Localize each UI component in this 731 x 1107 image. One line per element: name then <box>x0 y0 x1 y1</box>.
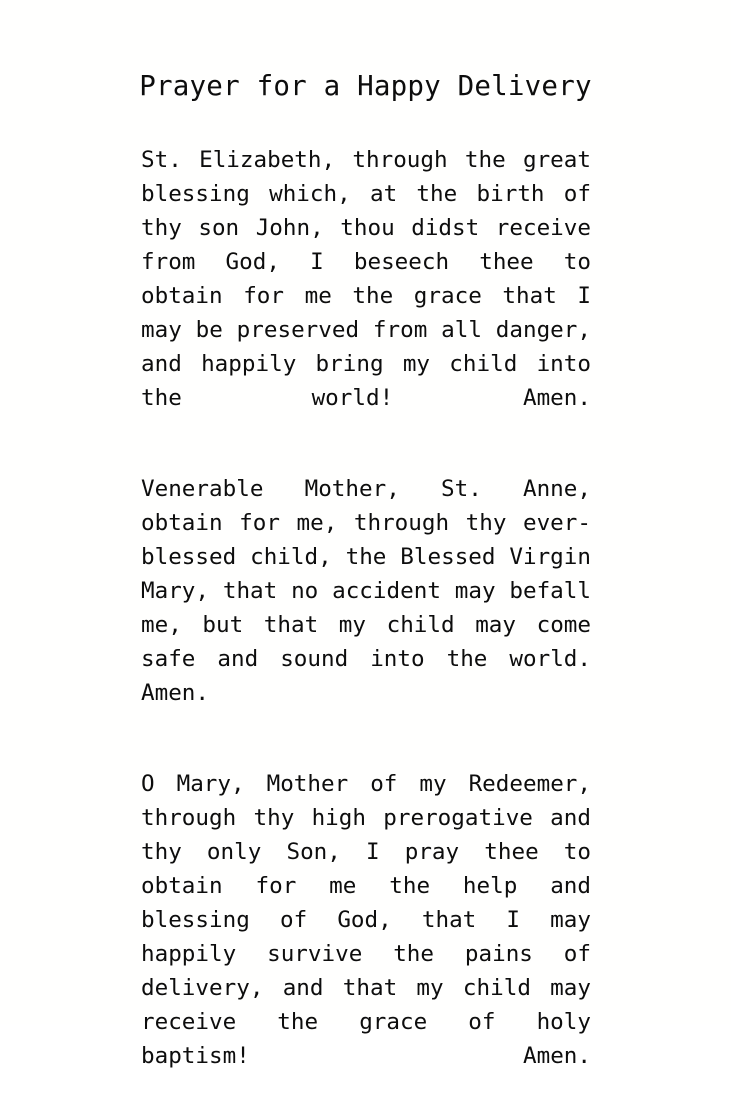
prayer-paragraph-o-mary: O Mary, Mother of my Redeemer, through thy high prerogative and thy only Son, I pray thee to obtain for me the help and blessing of God, that I may happily survive the pains of delivery, and that my child may receive the grace of holy baptism! Amen. <box>141 771 591 1069</box>
prayer-paragraph-st-elizabeth: St. Elizabeth, through the great blessing which, at the birth of thy son John, thou didst receive from God, I beseech thee to obtain for me the grace that I may be preserved from all danger, and happily bring my child into the world! Amen. <box>141 147 591 411</box>
page-title: Prayer for a Happy Delivery <box>139 70 592 103</box>
prayer-paragraph-st-anne: Venerable Mother, St. Anne, obtain for me, through thy ever-blessed child, the Blessed Virgin Mary, that no accident may befall me, but that my child may come safe and sound into the world. Amen. <box>141 476 591 706</box>
prayer-body <box>141 143 591 1107</box>
